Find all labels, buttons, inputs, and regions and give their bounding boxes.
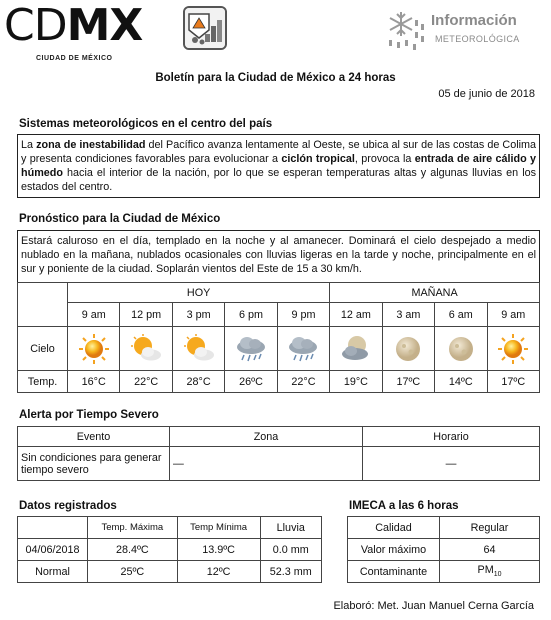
pronostico-title: Pronóstico para la Ciudad de México (19, 213, 221, 225)
sistemas-text: La zona de inestabilidad del Pacífico avanza lentamente al Oeste, se ubica al sur de las costas de Colima y presenta condiciones favorables para evolucionar a ciclón tropical, provoca la entrada de aire cálido y húmedo hacia el interior de la nación, por lo que se esperan temperaturas altas y algunas lluvias en los estados del centro. (21, 139, 537, 193)
table-row: 04/06/2018 28.4ºC 13.9ºC 0.0 mm (18, 539, 322, 561)
col-zona: Zona (170, 427, 363, 447)
forecast-sky (487, 327, 540, 371)
table-row: Contaminante $PM_{10}$ (348, 561, 540, 583)
forecast-time: 9 pm (277, 303, 329, 327)
forecast-temp: 28°C (172, 371, 224, 393)
informacion-meteorologica-logo (385, 10, 545, 54)
header (0, 0, 551, 70)
forecast-sky (435, 327, 487, 371)
rain-cloud-icon (235, 342, 267, 354)
sun-icon (78, 342, 110, 354)
forecast-time: 12 pm (120, 303, 172, 327)
forecast-sky (382, 327, 434, 371)
moon-cloud-icon (340, 342, 372, 354)
forecast-time: 12 am (330, 303, 382, 327)
col-evento: Evento (18, 427, 170, 447)
elaboro: Elaboró: Met. Juan Manuel Cerna García (333, 600, 534, 612)
forecast-temp: 16°C (68, 371, 120, 393)
bulletin-date: 05 de junio de 2018 (438, 88, 535, 100)
col-horario: Horario (363, 427, 540, 447)
moon-icon (445, 342, 477, 354)
forecast-temp: 22°C (120, 371, 172, 393)
forecast-time: 9 am (68, 303, 120, 327)
imeca-table (347, 516, 540, 583)
cdmx-logo-subtitle: CIUDAD DE MÉXICO (36, 55, 113, 62)
pronostico-text: Estará caluroso en el día, templado en la noche y al amanecer. Dominará el cielo despejado a medio nublado en la mañana, nublados ocasionales con lluvias ligeras en la tarde y noche, principalmente en el sur y poniente de la ciudad. Soplarán vientos del Este de 15 a 30 km/h. (21, 235, 536, 275)
forecast-time: 6 pm (225, 303, 277, 327)
forecast-table (17, 282, 540, 393)
forecast-sky (120, 327, 172, 371)
forecast-time: 3 am (382, 303, 434, 327)
zona-value: — (170, 447, 363, 481)
bulletin-title: Boletín para la Ciudad de México a 24 horas (155, 72, 396, 84)
forecast-sky (225, 327, 277, 371)
table-row: Normal 25ºC 12ºC 52.3 mm (18, 561, 322, 583)
forecast-sky (172, 327, 224, 371)
forecast-temp: 17ºC (382, 371, 434, 393)
forecast-time: 9 am (487, 303, 540, 327)
rain-cloud-icon (287, 342, 319, 354)
sun-icon (497, 342, 529, 354)
forecast-temp: 22°C (277, 371, 329, 393)
pronostico-box (17, 230, 540, 283)
forecast-sky (68, 327, 120, 371)
forecast-temp: 26ºC (225, 371, 277, 393)
cielo-label: Cielo (18, 327, 68, 371)
col-lluvia: Lluvia (260, 517, 321, 539)
table-row: Calidad Regular (348, 517, 540, 539)
hoy-header: HOY (68, 283, 330, 303)
alerta-table (17, 426, 540, 481)
forecast-temp: 14ºC (435, 371, 487, 393)
forecast-sky (277, 327, 329, 371)
forecast-time: 6 am (435, 303, 487, 327)
info-subtitle: METEOROLÓGICA (435, 34, 520, 44)
forecast-time: 3 pm (172, 303, 224, 327)
table-row: Valor máximo 64 (348, 539, 540, 561)
snowflake-rain-icon (385, 10, 429, 54)
col-temp-min: Temp Mínima (177, 517, 260, 539)
temp-label: Temp. (18, 371, 68, 393)
sun-cloud-icon (130, 342, 162, 354)
imeca-title: IMECA a las 6 horas (349, 500, 459, 512)
civil-protection-shield-icon (183, 6, 227, 50)
datos-title: Datos registrados (19, 500, 117, 512)
info-title: Información (431, 12, 517, 29)
manana-header: MAÑANA (330, 283, 540, 303)
alerta-title: Alerta por Tiempo Severo (19, 409, 159, 421)
forecast-temp: 19°C (330, 371, 382, 393)
cdmx-logo: CDMX (4, 0, 143, 51)
col-temp-max: Temp. Máxima (88, 517, 178, 539)
forecast-sky (330, 327, 382, 371)
moon-icon (392, 342, 424, 354)
forecast-temp: 17ºC (487, 371, 540, 393)
horario-value: — (363, 447, 540, 481)
datos-table (17, 516, 322, 583)
sistemas-title: Sistemas meteorológicos en el centro del país (19, 118, 273, 130)
sun-cloud-icon (183, 342, 215, 354)
evento-value: Sin condiciones para generar tiempo severo (18, 447, 170, 481)
sistemas-box (17, 134, 540, 198)
